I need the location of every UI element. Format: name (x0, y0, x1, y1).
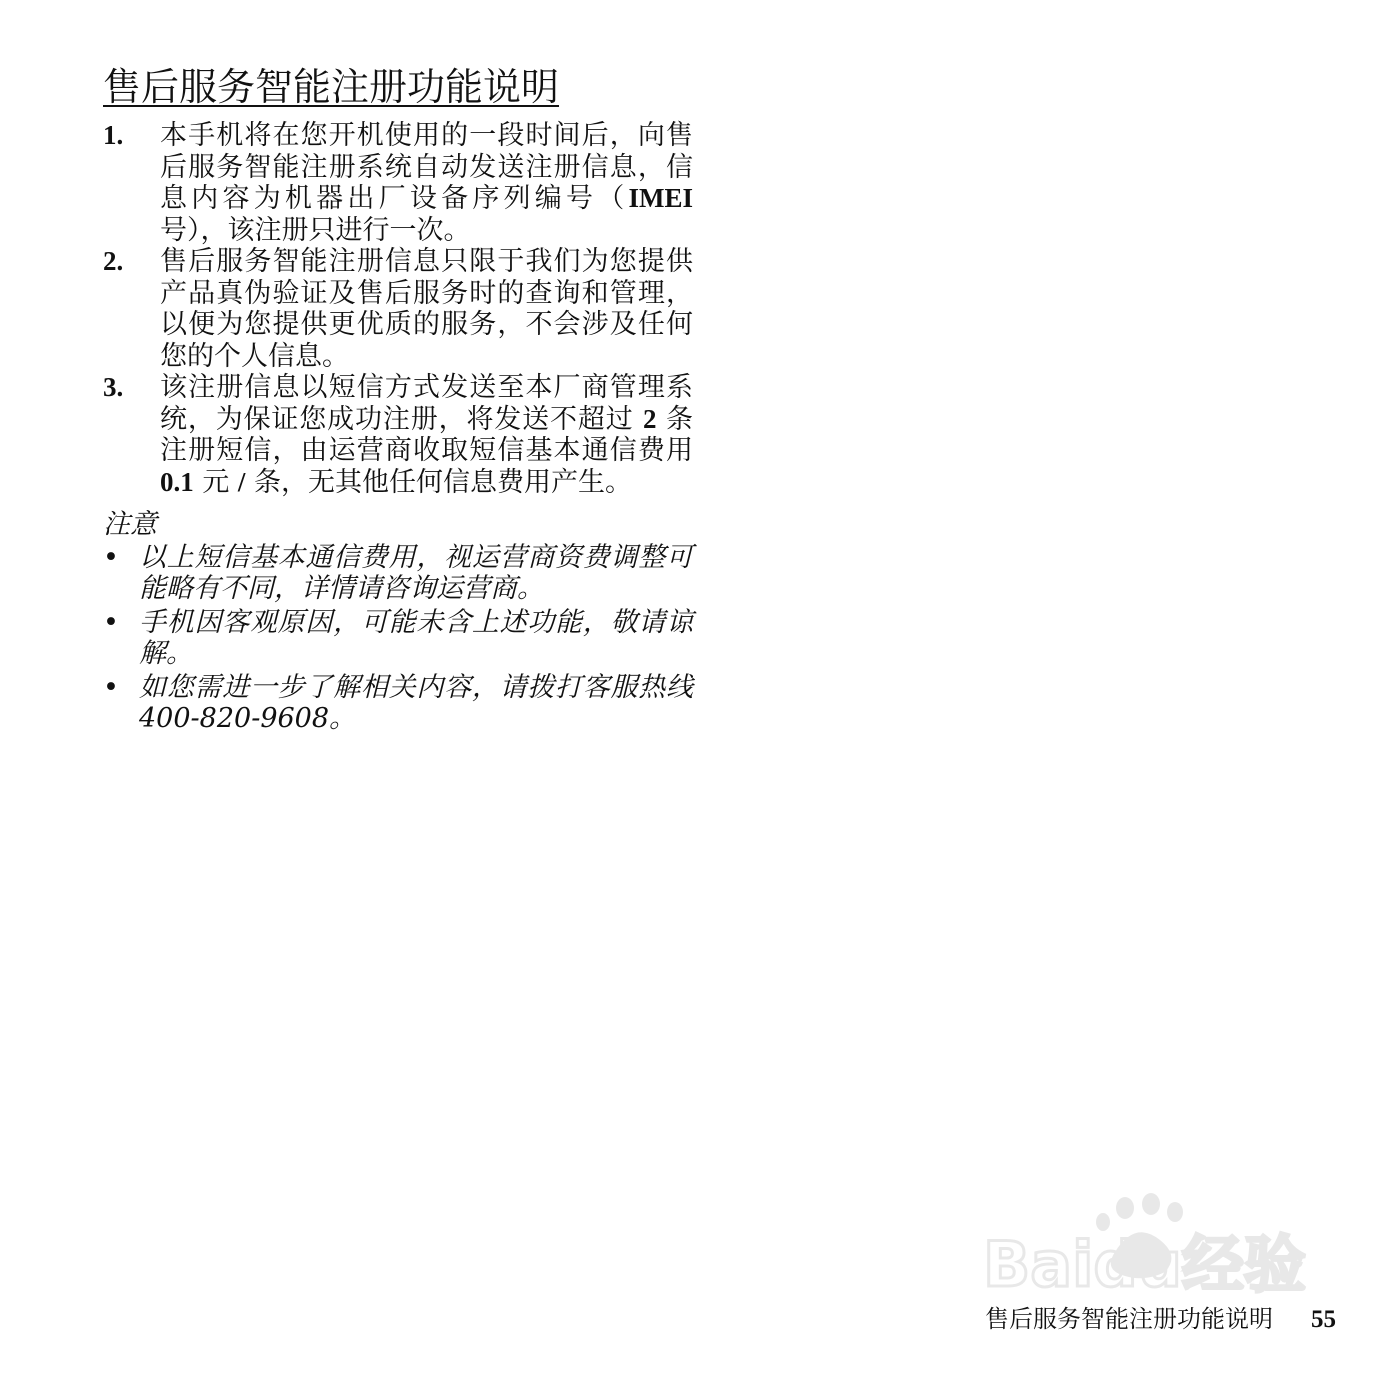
item-number: 3. (103, 372, 124, 402)
baidu-jingyan-watermark (975, 1190, 1315, 1300)
list-item (103, 246, 693, 372)
item-text: 本手机将在您开机使用的一段时间后，向售后服务智能注册系统自动发送注册信息，信息内容为机器出厂设备序列编号（IMEI号），该注册只进行一次。 (160, 120, 693, 246)
watermark-text: Baidu经验 (983, 1228, 1306, 1300)
note-item (103, 542, 693, 604)
item-text: 售后服务智能注册信息只限于我们为您提供产品真伪验证及售后服务时的查询和管理，以便为您提供更优质的服务，不会涉及任何您的个人信息。 (160, 246, 693, 372)
note-text: 如您需进一步了解相关内容，请拨打客服热线 400-820-9608。 (139, 672, 693, 734)
item-text: 该注册信息以短信方式发送至本厂商管理系统，为保证您成功注册，将发送不超过 2 条注册短信，由运营商收取短信基本通信费用 0.1 元 / 条，无其他任何信息费用产生。 (160, 372, 693, 498)
bullet-icon: • (103, 542, 119, 573)
note-item (103, 607, 693, 669)
bullet-icon: • (103, 607, 119, 638)
page-number: 55 (1311, 1306, 1336, 1333)
footer-section-title: 售后服务智能注册功能说明 (985, 1305, 1273, 1333)
page-footer (985, 1304, 1336, 1335)
page-title: 售后服务智能注册功能说明 (103, 65, 560, 109)
item-number: 2. (103, 246, 124, 276)
note-heading: 注意 (103, 509, 157, 540)
registration-terms-list (103, 120, 693, 498)
note-list (103, 542, 693, 737)
note-text: 以上短信基本通信费用，视运营商资费调整可能略有不同，详情请咨询运营商。 (139, 542, 693, 604)
bullet-icon: • (103, 672, 119, 703)
list-item (103, 120, 693, 246)
note-item (103, 672, 693, 734)
list-item (103, 372, 693, 498)
note-text: 手机因客观原因，可能未含上述功能，敬请谅解。 (139, 607, 693, 669)
baidu-logo-icon (975, 1190, 1315, 1300)
item-number: 1. (103, 120, 124, 150)
